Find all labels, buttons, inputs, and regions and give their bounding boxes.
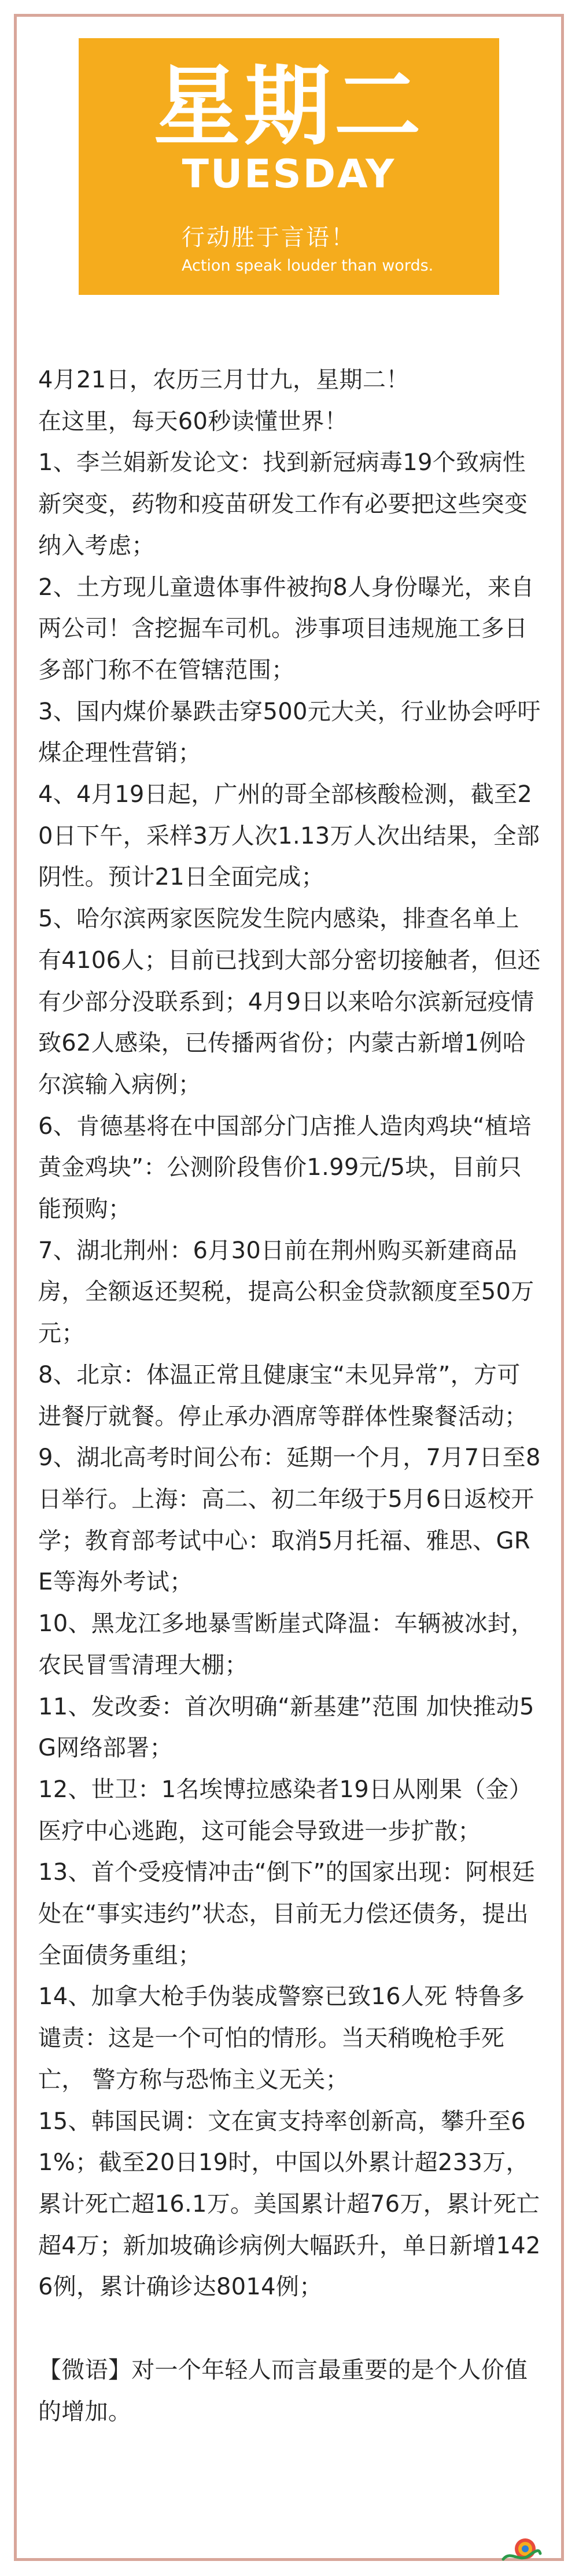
news-item-3: 3、国内煤价暴跌击穿500元大关，行业协会呼吁煤企理性营销； — [38, 698, 541, 767]
weiyu-quote: 【微语】对一个年轻人而言最重要的是个人价值的增加。 — [38, 2357, 528, 2425]
news-content — [38, 360, 543, 2433]
news-item-13: 13、首个受疫情冲击“倒下”的国家出现：阿根廷处在“事实违约”状态，目前无力偿还债务，提出全面债务重组； — [38, 1859, 536, 1969]
date-line: 4月21日，农历三月廿九，星期二！ — [38, 367, 410, 393]
news-item-7: 7、湖北荆州：6月30日前在荆州购买新建商品房，全额返还契税，提高公积金贷款额度至50万元； — [38, 1237, 534, 1347]
day-banner — [79, 38, 499, 295]
news-item-15: 15、韩国民调：文在寅支持率创新高，攀升至61%；截至20日19时，中国以外累计超233万，累计死亡超16.1万。美国累计超76万，累计死亡超4万；新加坡确诊病例大幅跃升，单日新增1426例，累计确诊达8014例； — [38, 2108, 541, 2301]
news-item-6: 6、肯德基将在中国部分门店推人造肉鸡块“植培黄金鸡块”：公测阶段售价1.99元/5块，目前只能预购； — [38, 1113, 532, 1223]
section-spacer — [38, 2308, 543, 2350]
tagline: 在这里，每天60秒读懂世界！ — [38, 408, 348, 435]
news-item-2: 2、土方现儿童遗体事件被拘8人身份曝光，来自两公司！含挖掘车司机。涉事项目违规施工多日 多部门称不在管辖范围； — [38, 574, 534, 683]
news-item-4: 4、4月19日起，广州的哥全部核酸检测，截至20日下午，采样3万人次1.13万人次出结果，全部阴性。预计21日全面完成； — [38, 781, 540, 891]
banner-day-english: TUESDAY — [182, 151, 396, 197]
news-item-10: 10、黑龙江多地暴雪断崖式降温：车辆被冰封，农民冒雪清理大棚； — [38, 1610, 534, 1679]
banner-motto-chinese: 行动胜于言语！ — [182, 224, 356, 251]
banner-motto-english: Action speak louder than words. — [182, 257, 434, 275]
news-item-8: 8、北京：体温正常且健康宝“未见异常”，方可进餐厅就餐。停止承办酒席等群体性聚餐活动； — [38, 1361, 528, 1430]
news-item-14: 14、加拿大枪手伪装成警察已致16人死 特鲁多谴责：这是一个可怕的情形。当天稍晚枪手死亡， 警方称与恐怖主义无关； — [38, 1983, 525, 2093]
news-item-1: 1、李兰娟新发论文：找到新冠病毒19个致病性新突变，药物和疫苗研发工作有必要把这些突变纳入考虑； — [38, 449, 528, 559]
banner-day-chinese: 星期二 — [153, 57, 425, 157]
news-item-12: 12、世卫：1名埃博拉感染者19日从刚果（金）医疗中心逃跑，这可能会导致进一步扩散； — [38, 1776, 533, 1845]
news-item-11: 11、发改委：首次明确“新基建”范围 加快推动5G网络部署； — [38, 1693, 534, 1762]
news-item-9: 9、湖北高考时间公布：延期一个月，7月7日至8日举行。上海：高二、初二年级于5月6日返校开学；教育部考试中心：取消5月托福、雅思、GRE等海外考试； — [38, 1444, 541, 1596]
news-item-5: 5、哈尔滨两家医院发生院内感染，排查名单上有4106人；目前已找到大部分密切接触者，但还有少部分没联系到；4月9日以来哈尔滨新冠疫情致62人感染，已传播两省份；内蒙古新增1例哈尔滨输入病例； — [38, 906, 541, 1098]
globe-swirl-logo-icon — [500, 2533, 543, 2567]
